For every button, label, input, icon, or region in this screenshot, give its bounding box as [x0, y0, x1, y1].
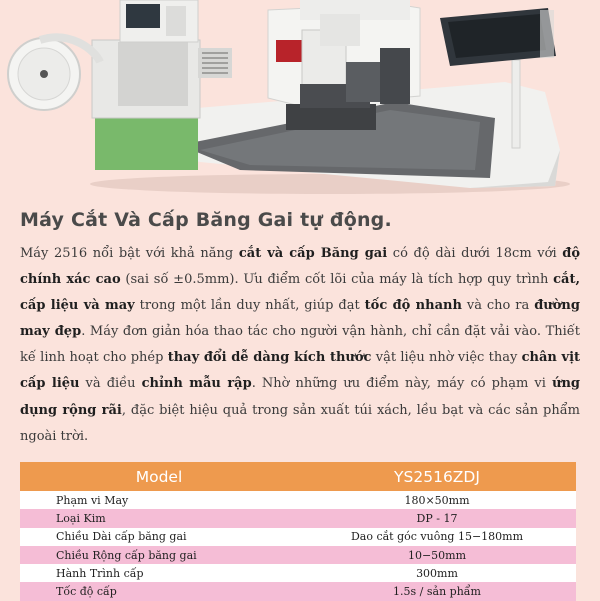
page-title: Máy Cắt Và Cấp Băng Gai tự động.	[20, 209, 392, 231]
spec-label: Chiều Rộng cấp băng gai	[20, 546, 298, 564]
spec-label: Chiều Dài cấp băng gai	[20, 528, 298, 546]
description-text: , đặc biệt hiệu quả trong sản xuất túi xách, lều bạt và các sản phẩm ngoài trời.	[20, 402, 580, 444]
spec-value: 1.5s / sản phẩm	[298, 582, 576, 600]
description-text: (sai số ±0.5mm). Ưu điểm cốt lõi của máy là tích hợp quy trình	[120, 272, 554, 288]
spec-row	[20, 582, 576, 600]
spec-row	[20, 546, 576, 564]
spec-table	[20, 462, 576, 601]
description-text: và cho ra	[461, 298, 535, 314]
spec-table-body	[20, 491, 576, 601]
spec-label: Phạm vi May	[20, 491, 298, 509]
description-highlight: cắt và cấp Băng gai	[238, 246, 388, 261]
spec-label: Loại Kim	[20, 509, 298, 527]
spec-value: 180×50mm	[298, 491, 576, 509]
description-highlight: độ chính xác cao	[20, 246, 581, 288]
description-highlight: tốc độ nhanh	[364, 298, 462, 314]
description-text: . Nhờ những ưu điểm này, máy có phạm vi	[251, 376, 552, 392]
description-highlight: đường may đẹp	[20, 298, 580, 340]
spec-row	[20, 491, 576, 509]
spec-label: Hành Trình cấp	[20, 564, 298, 582]
spec-value: 10−50mm	[298, 546, 576, 564]
spec-row	[20, 509, 576, 527]
header-value: YS2516ZDJ	[298, 462, 576, 491]
description-text: vật liệu nhờ việc thay	[371, 350, 522, 366]
description-text: trong một lần duy nhất, giúp đạt	[134, 298, 365, 314]
description-text: . Máy đơn giản hóa thao tác cho người vận hành, chỉ cần đặt vải vào. Thiết kế linh hoạt cho phép	[20, 324, 580, 366]
product-image	[0, 0, 600, 200]
header-label: Model	[20, 462, 298, 491]
sewing-machine-illustration	[0, 0, 600, 200]
description-highlight: thay đổi dễ dàng kích thước	[167, 350, 372, 366]
description-highlight: chân vịt cấp liệu	[20, 350, 581, 392]
product-description	[20, 241, 580, 450]
spec-row	[20, 528, 576, 546]
spec-row	[20, 564, 576, 582]
spec-value: 300mm	[298, 564, 576, 582]
spec-value: DP - 17	[298, 509, 576, 527]
description-highlight: ứng dụng rộng rãi	[20, 376, 580, 418]
description-text: và điều	[79, 376, 142, 392]
spec-table-header	[20, 462, 576, 491]
description-text: Máy 2516 nổi bật với khả năng	[20, 246, 239, 261]
description-text: có độ dài dưới 18cm với	[387, 246, 563, 261]
description-highlight: cắt, cấp liệu và may	[20, 272, 580, 314]
spec-value: Dao cắt góc vuông 15−180mm	[298, 528, 576, 546]
description-highlight: chỉnh mẫu rập	[141, 376, 252, 392]
spec-label: Tốc độ cấp	[20, 582, 298, 600]
